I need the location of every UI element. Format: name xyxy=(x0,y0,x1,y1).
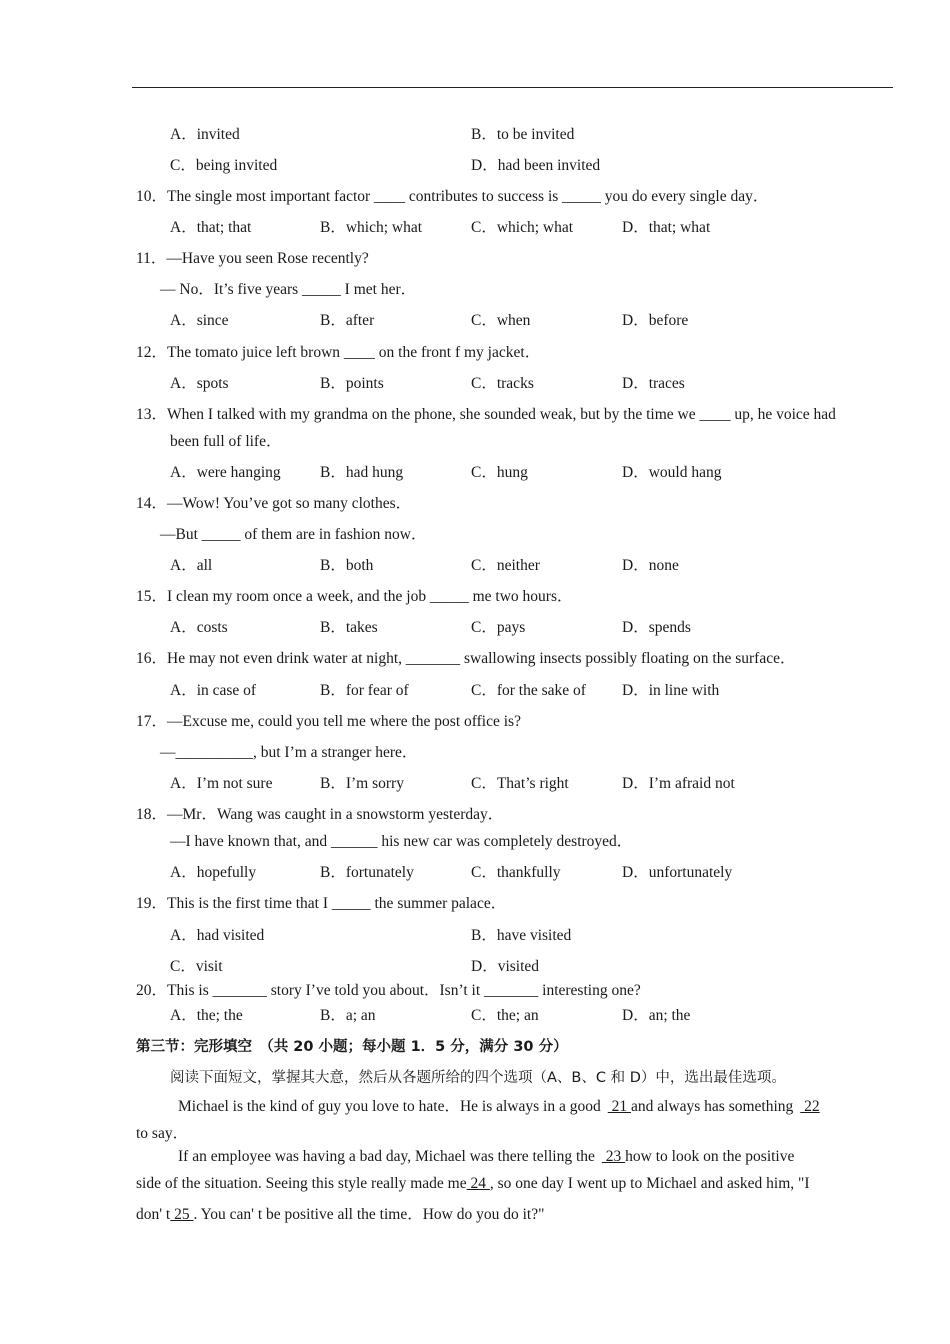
q10-option-d[interactable]: D．that; what xyxy=(622,219,711,236)
q18-option-b[interactable]: B．fortunately xyxy=(320,864,414,881)
q17-option-d[interactable]: D．I’m afraid not xyxy=(622,775,735,792)
q9-option-b[interactable]: B．to be invited xyxy=(471,126,575,143)
q15-option-c[interactable]: C．pays xyxy=(471,619,526,636)
q16-option-c[interactable]: C．for the sake of xyxy=(471,682,586,699)
q14-option-a[interactable]: A．all xyxy=(170,557,213,574)
q17-option-a[interactable]: A．I’m not sure xyxy=(170,775,273,792)
q16-stem: 16．He may not even drink water at night, _______ swallowing insects possibly floating on the surface． xyxy=(136,650,796,667)
q18-option-a[interactable]: A．hopefully xyxy=(170,864,257,881)
q13-option-b[interactable]: B．had hung xyxy=(320,464,404,481)
q14-option-d[interactable]: D．none xyxy=(622,557,679,574)
q10-option-a[interactable]: A．that; that xyxy=(170,219,252,236)
q13-stem: 13．When I talked with my grandma on the phone, she sounded weak, but by the time we ____ up, he voice had xyxy=(136,406,836,423)
section-title: 第三节：完形填空 （共 20 小题；每小题 1．5 分，满分 30 分） xyxy=(136,1039,568,1055)
passage-text: , so one day I went up to Michael and asked him, "I xyxy=(489,1175,810,1192)
q11-line2: — No．It’s five years _____ I met her． xyxy=(160,281,417,298)
blank-21: 21 xyxy=(607,1098,631,1115)
passage-text: don' t xyxy=(136,1206,171,1223)
q10-option-b[interactable]: B．which; what xyxy=(320,219,423,236)
q12-option-c[interactable]: C．tracks xyxy=(471,375,534,392)
q20-option-d[interactable]: D．an; the xyxy=(622,1007,691,1024)
q11-option-d[interactable]: D．before xyxy=(622,312,689,329)
passage-text: and always has something xyxy=(630,1098,794,1115)
q15-stem: 15．I clean my room once a week, and the job _____ me two hours． xyxy=(136,588,573,605)
q13-option-d[interactable]: D．would hang xyxy=(622,464,722,481)
passage-text: how to look on the positive xyxy=(625,1148,795,1165)
q18-option-d[interactable]: D．unfortunately xyxy=(622,864,733,881)
q9-option-d[interactable]: D．had been invited xyxy=(471,157,601,174)
blank-22: 22 xyxy=(800,1098,820,1115)
q17-line2: —__________, but I’m a stranger here． xyxy=(160,744,418,761)
q20-stem: 20．This is _______ story I’ve told you about．Isn’t it _______ interesting one? xyxy=(136,982,641,999)
q17-stem: 17．—Excuse me, could you tell me where the post office is? xyxy=(136,713,521,730)
passage-line-2: to say． xyxy=(136,1125,189,1142)
q16-option-a[interactable]: A．in case of xyxy=(170,682,257,699)
q12-option-d[interactable]: D．traces xyxy=(622,375,685,392)
q13-option-a[interactable]: A．were hanging xyxy=(170,464,281,481)
passage-text: . You can' t be positive all the time．How do you do it?" xyxy=(193,1206,545,1223)
q14-option-b[interactable]: B．both xyxy=(320,557,374,574)
passage-line-5 xyxy=(136,1202,544,1224)
q15-option-b[interactable]: B．takes xyxy=(320,619,378,636)
section-instruction: 阅读下面短文，掌握其大意，然后从各题所给的四个选项（A、B、C 和 D）中，选出最佳选项。 xyxy=(170,1070,786,1086)
q10-option-c[interactable]: C．which; what xyxy=(471,219,574,236)
q19-stem: 19．This is the first time that I _____ the summer palace． xyxy=(136,895,507,912)
q17-option-c[interactable]: C．That’s right xyxy=(471,775,569,792)
header-rule xyxy=(132,87,893,88)
q18-stem: 18．—Mr．Wang was caught in a snowstorm yesterday． xyxy=(136,806,504,823)
q17-option-b[interactable]: B．I’m sorry xyxy=(320,775,404,792)
passage-line-4 xyxy=(136,1175,810,1193)
q18-line2: —I have known that, and ______ his new car was completely destroyed． xyxy=(170,833,633,850)
q13-line2: been full of life． xyxy=(170,433,282,450)
q20-option-a[interactable]: A．the; the xyxy=(170,1007,243,1024)
q16-option-b[interactable]: B．for fear of xyxy=(320,682,409,699)
q18-option-c[interactable]: C．thankfully xyxy=(471,864,561,881)
q14-stem: 14．—Wow! You’ve got so many clothes． xyxy=(136,495,412,512)
q10-stem: 10．The single most important factor ____ contributes to success is _____ you do every single day． xyxy=(136,188,769,205)
q13-option-c[interactable]: C．hung xyxy=(471,464,528,481)
q11-option-b[interactable]: B．after xyxy=(320,312,375,329)
q9-option-c[interactable]: C．being invited xyxy=(170,157,278,174)
q19-option-d[interactable]: D．visited xyxy=(471,958,540,975)
passage-line-3 xyxy=(178,1148,794,1166)
q19-option-a[interactable]: A．had visited xyxy=(170,927,265,944)
q11-option-a[interactable]: A．since xyxy=(170,312,229,329)
q16-option-d[interactable]: D．in line with xyxy=(622,682,720,699)
q19-option-b[interactable]: B．have visited xyxy=(471,927,572,944)
q20-option-c[interactable]: C．the; an xyxy=(471,1007,539,1024)
q11-option-c[interactable]: C．when xyxy=(471,312,531,329)
q12-stem: 12．The tomato juice left brown ____ on the front f my jacket． xyxy=(136,344,541,361)
blank-25: 25 xyxy=(170,1206,194,1223)
blank-23: 23 xyxy=(601,1148,626,1165)
q12-option-a[interactable]: A．spots xyxy=(170,375,229,392)
q20-option-b[interactable]: B．a; an xyxy=(320,1007,376,1024)
passage-line-1 xyxy=(178,1094,820,1116)
q15-option-a[interactable]: A．costs xyxy=(170,619,228,636)
q9-option-a[interactable]: A．invited xyxy=(170,126,240,143)
q14-line2: —But _____ of them are in fashion now． xyxy=(160,526,427,543)
q19-option-c[interactable]: C．visit xyxy=(170,958,223,975)
q14-option-c[interactable]: C．neither xyxy=(471,557,540,574)
blank-24: 24 xyxy=(466,1175,490,1192)
q11-stem: 11．—Have you seen Rose recently? xyxy=(136,250,369,267)
passage-text: Michael is the kind of guy you love to hate．He is always in a good xyxy=(178,1098,601,1115)
q12-option-b[interactable]: B．points xyxy=(320,375,384,392)
passage-text: side of the situation. Seeing this style really made me xyxy=(136,1175,467,1192)
passage-text: If an employee was having a bad day, Michael was there telling the xyxy=(178,1148,595,1165)
q15-option-d[interactable]: D．spends xyxy=(622,619,691,636)
